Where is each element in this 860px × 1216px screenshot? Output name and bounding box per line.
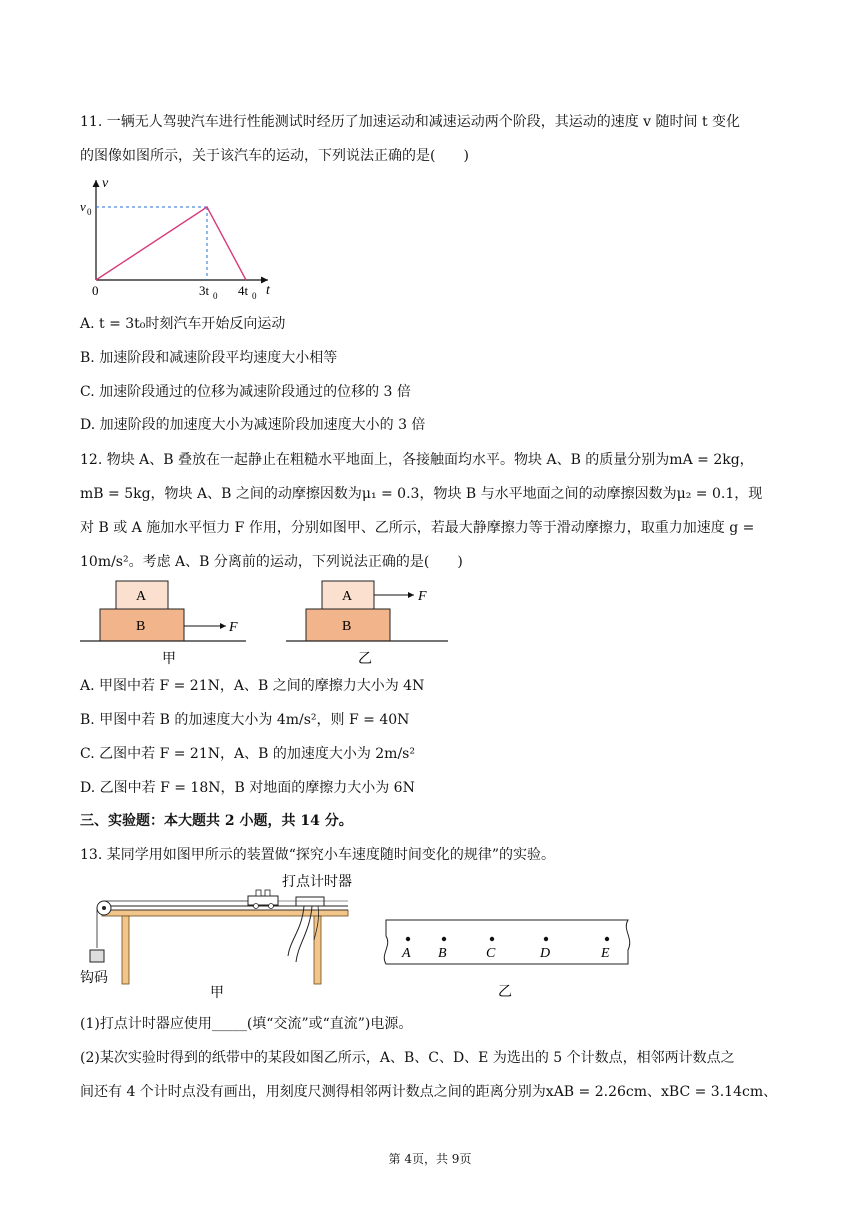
q13-timer-label: 打点计时器 — [282, 875, 352, 890]
q13-tape-label-e: E — [601, 946, 610, 961]
q13-tape-point-d — [544, 937, 548, 941]
q11-option-a: A. t = 3t₀时刻汽车开始反向运动 — [80, 316, 286, 332]
q11-3t0-label: 3t — [199, 283, 210, 298]
q11-3t0-sub: 0 — [213, 291, 218, 301]
q12-option-b: B. 甲图中若 B 的加速度大小为 4m/s²，则 F = 40N — [80, 712, 410, 728]
section-3-heading: 三、实验题：本大题共 2 小题，共 14 分。 — [80, 813, 353, 829]
q11-x-label: t — [266, 283, 270, 298]
q11-v0-label: v — [80, 199, 86, 214]
q12-fig1-label-b: B — [136, 619, 146, 634]
q13-tape-point-c — [490, 937, 494, 941]
q13-timer — [296, 897, 324, 906]
q12-fig1-caption: 甲 — [162, 652, 176, 667]
q13-subquestion-2-line2: 间还有 4 个计时点没有画出，用刻度尺测得相邻两计数点之间的距离分别为xAB = 2.26cm、xBC = 3.14cm、 — [80, 1084, 778, 1100]
q12-option-c: C. 乙图中若 F = 21N，A、B 的加速度大小为 2m/s² — [80, 746, 415, 762]
q12-option-d: D. 乙图中若 F = 18N，B 对地面的摩擦力大小为 6N — [80, 780, 415, 796]
q12-fig1-label-f: F — [229, 620, 238, 635]
q11-origin: 0 — [92, 283, 99, 298]
q11-v0-sub: 0 — [87, 207, 92, 217]
q11-stem-line2: 的图像如图所示，关于该汽车的运动，下列说法正确的是( ) — [80, 148, 469, 164]
q11-vt-graph — [78, 174, 278, 304]
q13-stem-line1: 13. 某同学用如图甲所示的装置做“探究小车速度随时间变化的规律”的实验。 — [80, 847, 556, 863]
page-footer: 第 4页，共 9页 — [388, 1152, 472, 1166]
q13-tape-point-b — [442, 937, 446, 941]
q13-subquestion-1: (1)打点计时器应使用_____(填“交流”或“直流”)电源。 — [80, 1016, 413, 1032]
q12-fig2-label-a: A — [342, 589, 353, 604]
q11-option-d: D. 加速阶段的加速度大小为减速阶段加速度大小的 3 倍 — [80, 417, 426, 433]
q13-tape-point-a — [406, 937, 410, 941]
q13-subquestion-2-line1: (2)某次实验时得到的纸带中的某段如图乙所示，A、B、C、D、E 为选出的 5 个计数点，相邻两计数点之 — [80, 1050, 735, 1066]
q12-stem-line1: 12. 物块 A、B 叠放在一起静止在粗糙水平地面上，各接触面均水平。物块 A、B 的质量分别为mA = 2kg， — [80, 452, 754, 468]
q12-figures — [78, 578, 478, 668]
q13-tape-label-d: D — [540, 946, 551, 961]
q11-velocity-line — [96, 207, 246, 280]
q13-hook-weight — [90, 950, 104, 962]
q13-cart — [248, 896, 278, 905]
q13-hook-label: 钩码 — [80, 971, 108, 986]
q11-option-c: C. 加速阶段通过的位移为减速阶段通过的位移的 3 倍 — [80, 384, 411, 400]
q13-paper-tape — [384, 920, 629, 964]
q12-stem-line4: 10m/s²。考虑 A、B 分离前的运动，下列说法正确的是( ) — [80, 554, 463, 570]
q13-tape-label-c: C — [486, 946, 496, 961]
q13-tape-label-b: B — [438, 946, 447, 961]
q13-table-leg-left — [122, 916, 129, 984]
q12-stem-line2: mB = 5kg，物块 A、B 之间的动摩擦因数为μ₁ = 0.3，物块 B 与水平地面之间的动摩擦因数为μ₂ = 0.1，现 — [80, 486, 763, 502]
q11-4t0-sub: 0 — [252, 291, 257, 301]
q13-tape-label-a: A — [402, 946, 411, 961]
q12-fig2-label-b: B — [342, 619, 352, 634]
q11-4t0-label: 4t — [238, 283, 249, 298]
q13-tape-figure — [380, 916, 640, 1002]
q13-apparatus-figure — [76, 870, 376, 1000]
q11-stem-line1: 11. 一辆无人驾驶汽车进行性能测试时经历了加速运动和减速运动两个阶段，其运动的速度 v 随时间 t 变化 — [80, 114, 741, 130]
q12-option-a: A. 甲图中若 F = 21N，A、B 之间的摩擦力大小为 4N — [80, 678, 425, 694]
q13-fig2-caption: 乙 — [498, 985, 512, 1000]
q12-stem-line3: 对 B 或 A 施加水平恒力 F 作用，分别如图甲、乙所示，若最大静摩擦力等于滑动摩擦力，取重力加速度 g = — [80, 520, 755, 536]
q12-fig2-caption: 乙 — [358, 652, 372, 667]
q13-fig1-caption: 甲 — [210, 986, 224, 1000]
q12-fig2-label-f: F — [418, 589, 427, 604]
q11-option-b: B. 加速阶段和减速阶段平均速度大小相等 — [80, 350, 338, 366]
q13-tape-point-e — [605, 937, 609, 941]
q12-fig1-label-a: A — [136, 589, 147, 604]
q11-y-label: v — [102, 176, 109, 191]
